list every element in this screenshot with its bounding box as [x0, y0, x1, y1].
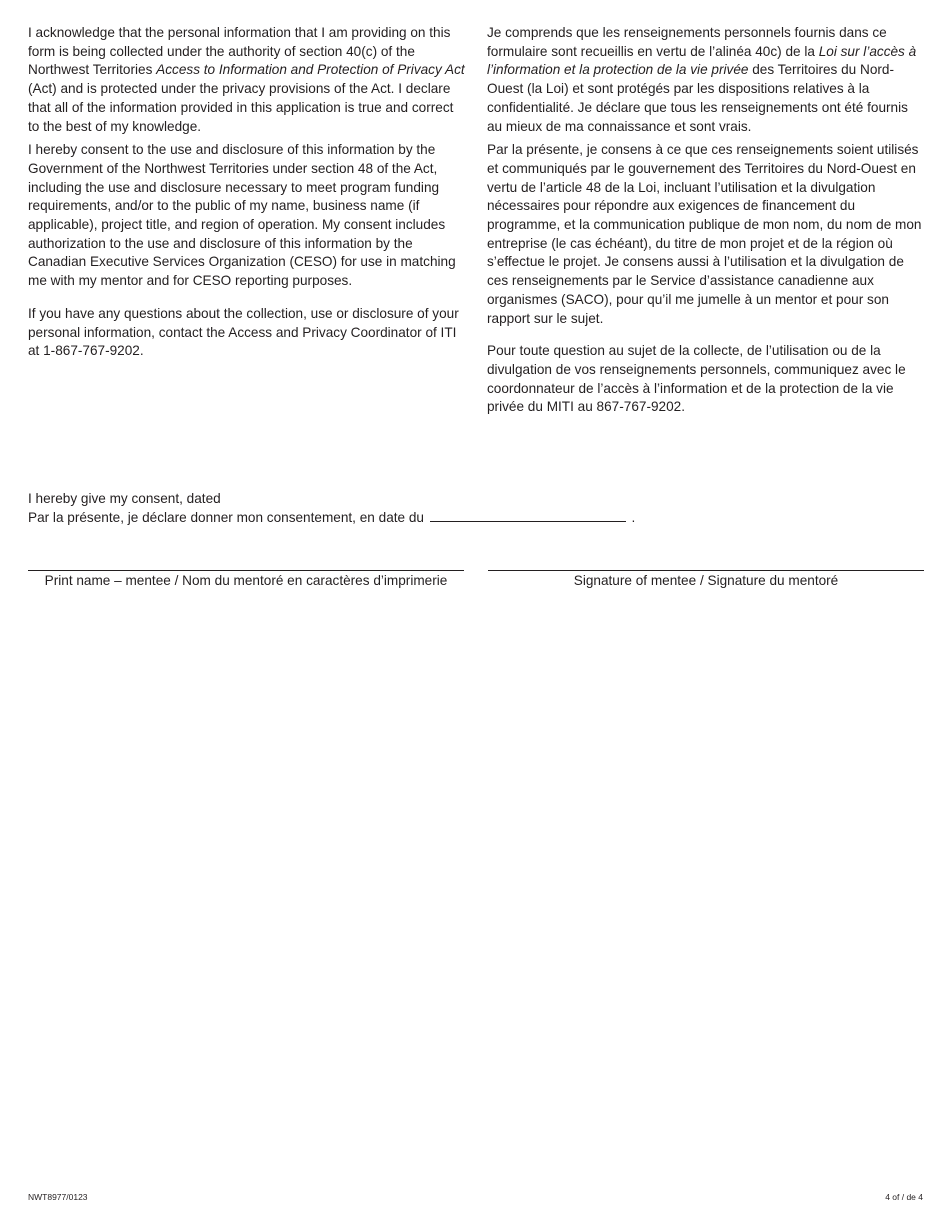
english-contact-paragraph: If you have any questions about the collection, use or disclosure of your personal information, contact the Access and Privacy Coordinator of ITI at 1-867-767-9202. — [28, 305, 459, 359]
signature-label: Signature of mentee / Signature du mentoré — [573, 573, 839, 588]
french-consent-paragraph: Par la présente, je consens à ce que ces renseignements soient utilisés et communiqués par le gouvernement des Territoires du Nord-Ouest en vertu de l’article 48 de la Loi, incluant l’utilisation et la divulgation nécessaires pour répondre aux exigences de financement du programme, et la communication publique de mon nom, du nom de mon entreprise (le cas échéant), du titre de mon projet et de la région où s’effectue le projet. Je consens aussi à l’utilisation et la divulgation de ces renseignements par le Service d’assistance canadienne aux organismes (SACO), pour qu’il me jumelle à un mentor et pour son rapport sur le sujet. — [487, 142, 922, 326]
act-title-french: Loi sur l’accès à l’information et la protection de la vie privée — [487, 43, 917, 78]
french-acknowledgement-paragraph: Je comprends que les renseignements personnels fournis dans ce formulaire sont recueillis en vertu de l’alinéa 40c) de la Loi sur l’accès à l’information et la protection de la vie privée des Territoires du Nord-Ouest (la Loi) et sont protégés par les dispositions relatives à la confidentialité. Je déclare que tous les renseignements ont été fournis au mieux de ma connaissance et sont vrais. — [487, 25, 917, 134]
english-column — [28, 24, 466, 366]
consent-end-period: . — [631, 509, 636, 525]
act-title-english: Access to Information and Protection of Privacy Act — [156, 62, 465, 78]
form-number: NWT8977/0123 — [28, 1192, 88, 1202]
french-contact-paragraph: Pour toute question au sujet de la collecte, de l’utilisation ou de la divulgation de vos renseignements personnels, communiquez avec le coordonnateur de l’accès à l’information et de la protection de la vie privée du MITI au 867-767-9202. — [487, 343, 906, 415]
consent-line-french-row — [28, 509, 728, 528]
consent-date-section — [28, 490, 728, 527]
signature-field[interactable] — [488, 570, 924, 591]
consent-line-english: I hereby give my consent, dated — [28, 491, 221, 506]
french-column — [487, 24, 925, 422]
page-number: 4 of / de 4 — [885, 1192, 923, 1202]
print-name-label: Print name – mentee / Nom du mentoré en caractères d’imprimerie — [44, 573, 448, 588]
consent-line-french: Par la présente, je déclare donner mon consentement, en date du — [28, 509, 424, 525]
english-consent-paragraph: I hereby consent to the use and disclosure of this information by the Government of the Northwest Territories under section 48 of the Act, including the use and disclosure necessary to meet program funding requirements, and/or to the public of my name, business name (if applicable), project title, and region of operation. My consent includes authorization to the use and disclosure of this information by the Canadian Executive Services Organization (CESO) for use in matching me with my mentor and for CESO reporting purposes. — [28, 142, 456, 289]
consent-date-field[interactable] — [430, 509, 626, 522]
english-acknowledgement-paragraph: I acknowledge that the personal information that I am providing on this form is being collected under the authority of section 40(c) of the Northwest Territories Access to Information and Protection of Privacy Act (Act) and is protected under the privacy provisions of the Act. I declare that all of the information provided in this application is true and correct to the best of my knowledge. — [28, 25, 465, 134]
print-name-field[interactable] — [28, 570, 464, 591]
